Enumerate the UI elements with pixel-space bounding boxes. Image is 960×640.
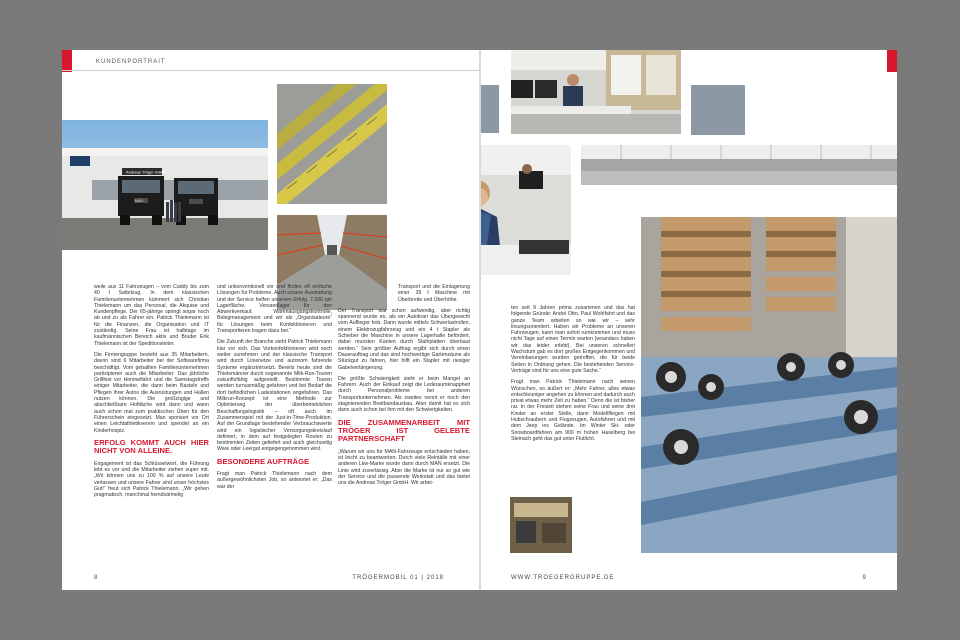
article-column-2 — [217, 284, 332, 495]
website-url: WWW.TROEGERGRUPPE.DE — [511, 575, 615, 581]
paragraph: Die größte Schwierigkeit sieht er beim Mangel an Fahrern. Auch der Einkauf zeigt die Lederaumknappheit durch Personalprobleme bei anderen Transportunternehmen. Als zweites nennt er noch den stagnierenden Breitbandausbau. Aber damit hat es sich dann auch schon bei ihm mit den Schwierigkeiten. — [338, 375, 470, 414]
photo-office-phone — [481, 145, 571, 275]
article-column-1 — [94, 284, 209, 503]
article-column-3 — [338, 284, 470, 492]
subheading: ERFOLG KOMMT AUCH HIER NICHT VON ALLEINE. — [94, 437, 209, 456]
magazine-title: TRÖGERMOBIL 01 | 2018 — [352, 575, 444, 581]
photo-office-worker — [511, 50, 681, 134]
paragraph: und unkonventionell vor und finden oft einfache Lösungen für Probleme. Auch unsere Ausstattung und der Service helfen unserem Erfolg. 7.000 qm Lagerfläche, Versandlager für den Abwerkverkauf, Warenausgangskontrolle, Belegmanagement und wir als „Organisateure“ für Lösungen beim Konfektionieren und Transportieren tragen dazu bei.“ — [217, 284, 332, 335]
page-number-right: 9 — [862, 575, 867, 581]
subheading: BESONDERE AUFTRÄGE — [217, 456, 310, 466]
accent-corner-right — [887, 50, 897, 72]
paragraph: Fragt man Patrick Thielemann nach seinen Wünschen, so äußert er: „Mehr Fahrer, alles etwas entschleuniger angehen zu können und dadurch auch privat etwas mehr Zeit zu haben.“ Denn die ist bisher rar. In der Freizeit stehen seine Frau und seine drei Kinder an erster Stelle, dann Modellfliegen mit Hubschraubern und Flugzeugen, Autofahren und mit dem Jeep ins Gelände. Im Winter Ski- oder Snowboardfahren am 900 m hohen Haselberg bei Steinach geht das gut unter Flutlicht. — [511, 379, 635, 442]
left-page — [62, 50, 480, 590]
header-rule — [62, 70, 480, 71]
accent-corner-left — [62, 50, 72, 72]
decorative-gray-block — [481, 85, 499, 133]
paragraph: Fragt man Patrick Thielemann nach dem außergewöhnlichsten Job, so antwortet er: „Das war der — [217, 471, 332, 490]
right-page — [481, 50, 897, 590]
paragraph: ten seit 9 Jahren prima zusammen und das hat folgende Gründe: André Otto, Paul Wohlfahrt und das ganze Team arbeiten so wie wir – sehr lösungsorientiert. Haben wir Probleme an unseren Fahrzeugen, kann man sofort rumkommen und muss nicht Tage auf einen Termin warten (woandars haben wir das leider erlebt). Bei unseren schnellen Wachstum gab es dort großes Entgegenkommen und Vereinbarungen wurden getroffen, die für beide Seiten in Ordnung gehen. Die bestehenden Service-Verträge sind für uns eine gute Sache.“ — [511, 305, 635, 374]
photo-pallets-rollers — [641, 217, 897, 553]
paragraph: Die Zukunft der Branche sieht Patrick Thielemann klar vor sich. Das Vorkonfektionieren wird noch weiter zunehmen und der klassische Transport wird durch Linienetze und autonom fahrende Systeme ergänzt/ersetzt. Bereits heute sind die Thielemänner durch sogenannte Milk-Run-Touren zukunftsfähig aufgestellt. Bestimmte Touren werden turnusmäßig gefahren und bei Bedarf die dort befindlichen Ladestationen angefahren. Das Milkrun-Konzept ist eine Methode zur Optimierung der überbetrieblichen Beschaffungslogistik – oft auch im Zusammenspiel mit der Just-in-Time-Produktion. Auf der Grundlage bestehender Verbrauchswerte wird ein logistischer Versorgungskreislauf definiert, in dem auf festgelegten Routen zu bestimmten Zeiten geliefert und auch gleichzeitig Ware oder Leergut entgegengenommen wird. — [217, 339, 332, 453]
paragraph: Die Firmengruppe besteht aus 35 Mitarbeitern, davon sind 6 Mitarbeiter bei der Softwarefirma beschäftigt. Vom geballten Familienunternehmen partizipieren auch die Mitarbeiter: Das jährliche Grillfest vor Himmelfahrt und die Samstagstreffs einiger Mitarbeiter, die dann beim Basteln und Pflegen ihrer Autos die Ausrüstungen und Hallen nutzen können. Die großzügige und abschließbare Hoftläche wird dann und wann auch schon mal zum praktischen Üben für den Führerschein eingesetzt. Man sponsert vor Ort einen Leichtathletikverein und spendet an ein Kinderhospiz. — [94, 351, 209, 434]
subheading: DIE ZUSAMMENARBEIT MIT TRÖGER IST GELEBTE PARTNERSCHAFT — [338, 417, 470, 444]
article-column-4 — [511, 305, 635, 447]
paragraph: Der Transport war schon aufwendig, aber richtig spannend wurde es, als ein Autokran das Übergewicht vom Auflieger hob. Dann wurde mittels Schwerlastrollen, einem Elektrozugfahrzeug und ein 4 t Stapler als Schieber die Maschine in unsere Lagerhalle befördert, dabei mussten Kanten durch Stahlplatten überbaut werden.“ Sein größter Auftrag ergibt sich durch einen Dauerauftrag und das sind hochwertige Gartenzäune als Stückgut zu fahren, hier hilft ein Stapler mit riesiger Gabelverlängerung. — [338, 307, 470, 371]
photo-material-strips — [277, 84, 387, 204]
page-number-left: 8 — [94, 575, 99, 581]
paragraph: Transport und die Einlagerung einer 35 t Maschine mit Überbreite und Überhöhe. — [398, 284, 470, 303]
photo-empty-hall — [581, 145, 897, 185]
decorative-gray-block — [691, 85, 745, 135]
photo-trucks-building — [62, 120, 268, 250]
paragraph: „Warum wir uns für MAN-Fahrzeuge entschieden haben, ist leicht zu beantworten: Durch viele Reintälle mit einer anderen Lkw-Marke wurde dann durch MAN ersetzt. Die Linie wird zuverlässig. Aber die Marke ist nur so gut wie der Service und die passende Werkstatt und das bietet uns die Andreas Tröger GmbH. Wir arbei- — [338, 448, 470, 487]
building-sign-text: Andreas Tröger GmbH — [126, 169, 167, 175]
paragraph: Engagement ist das Schlüsselwort, die Führung lebt es vor und die Mitarbeiter ziehen super mit. „Wir können uns zu 100 % auf unsere Leute verlassen und unsere Fahrer sind unser höchstes Gut!“ freut sich Patrick Thielemann. „Wir gehen pragmatisch, manchmal hemdsärmelig — [94, 460, 209, 499]
photo-workshop-small — [510, 497, 572, 553]
section-label: KUNDENPORTRAIT — [96, 59, 166, 65]
truck-brand-left: MAN — [135, 199, 143, 203]
paragraph: weile aus 11 Fahrzeugen – vom Caddy bis zum 40 t Sattelzug. In dem klassischen Familienunternehmen kümmert sich Christian Thielemann um das Personal, die Akquise und Kundenpflege. Der 65-jährige springt sogar noch ab und zu als Fahrer ein. Patrick Thielemann ist für die Finanzen, die Organisation und IT zuständig. Seine Frau ist halbtags im kaufmännischen Bereich aktiv und Bruder Erik Thielemann ist der Speditionsleiter. — [94, 284, 209, 347]
